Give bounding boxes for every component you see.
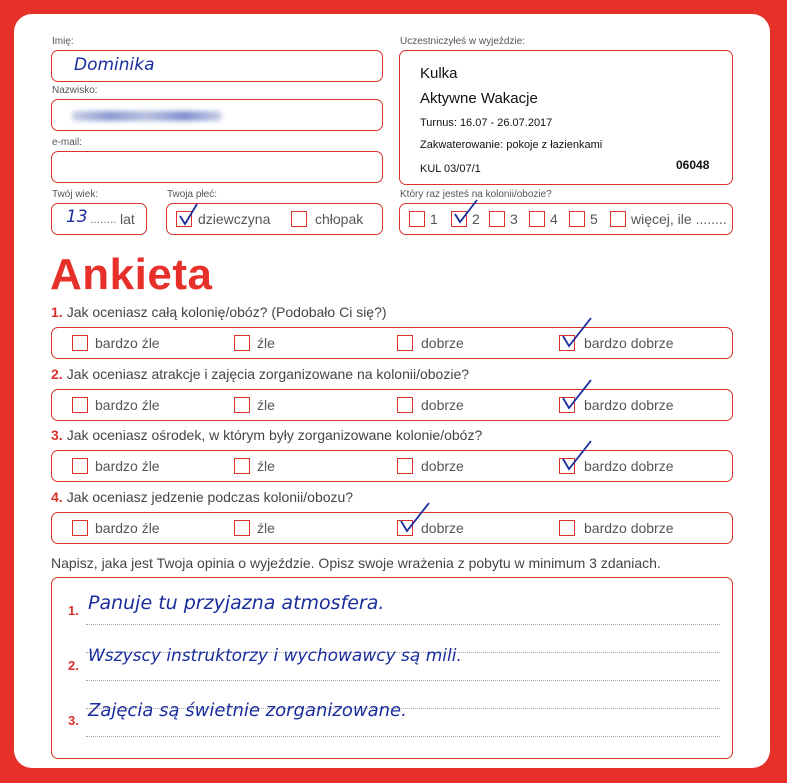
option-label: bardzo dobrze	[584, 335, 674, 351]
option-label: źle	[257, 458, 275, 474]
question-3	[51, 427, 482, 443]
question-text: Jak oceniasz ośrodek, w którym były zorganizowane kolonie/obóz?	[66, 427, 483, 443]
option-label: bardzo dobrze	[584, 458, 674, 474]
wiek-value: 13	[66, 207, 88, 227]
check-mark-icon	[399, 501, 433, 535]
nazwisko-field[interactable]	[51, 99, 383, 131]
line-1	[86, 624, 720, 625]
email-label: e-mail:	[52, 137, 83, 148]
checkbox-option[interactable]	[397, 458, 413, 474]
question-number: 3.	[51, 427, 63, 443]
checkbox-times-4[interactable]	[529, 211, 545, 227]
checkbox-times-3[interactable]	[489, 211, 505, 227]
answer-row-1	[51, 327, 733, 359]
question-number: 1.	[51, 304, 63, 320]
question-text: Jak oceniasz jedzenie podczas kolonii/obozu?	[66, 489, 354, 505]
wiek-dots: ........	[90, 212, 117, 226]
question-4	[51, 489, 353, 505]
check-mark-icon	[561, 378, 595, 412]
survey-title: Ankieta	[50, 250, 213, 299]
option-label: źle	[257, 520, 275, 536]
plec-label: Twoja płeć:	[167, 189, 218, 200]
times-option-more: więcej, ile ........	[631, 211, 727, 227]
wiek-label: Twój wiek:	[52, 189, 99, 200]
checkbox-option[interactable]	[559, 520, 575, 536]
plec-field	[166, 203, 383, 235]
times-label: Który raz jesteś na kolonii/obozie?	[400, 189, 552, 200]
checkbox-option[interactable]	[72, 397, 88, 413]
opinion-text-3: Zajęcia są świetnie zorganizowane.	[88, 700, 407, 721]
option-label: dobrze	[421, 335, 464, 351]
wiek-unit: lat	[120, 211, 135, 227]
opinion-prompt: Napisz, jaka jest Twoja opinia o wyjeździe. Opisz swoje wrażenia z pobytu w minimum 3 zdaniach.	[51, 555, 661, 571]
line-3	[86, 736, 720, 737]
checkbox-chlopak[interactable]	[291, 211, 307, 227]
times-field	[399, 203, 733, 235]
checkbox-times-5[interactable]	[569, 211, 585, 227]
checkbox-option[interactable]	[234, 520, 250, 536]
option-label: bardzo dobrze	[584, 397, 674, 413]
option-label: dobrze	[421, 397, 464, 413]
option-label: bardzo dobrze	[584, 520, 674, 536]
opinion-text-1: Panuje tu przyjazna atmosfera.	[88, 592, 385, 614]
option-label: bardzo źle	[95, 335, 160, 351]
plec-option-dziewczyna: dziewczyna	[198, 211, 271, 227]
opinion-text-2: Wszyscy instruktorzy i wychowawcy są mili.	[88, 646, 462, 666]
answer-row-2	[51, 389, 733, 421]
checkbox-times-more[interactable]	[610, 211, 626, 227]
imie-field[interactable]	[51, 50, 383, 82]
checkbox-times-1[interactable]	[409, 211, 425, 227]
question-text: Jak oceniasz atrakcje i zajęcia zorganizowane na kolonii/obozie?	[66, 366, 470, 382]
times-option-4: 4	[550, 211, 558, 227]
trip-label: Uczestniczyłeś w wyjeździe:	[400, 36, 526, 47]
opinion-num-1: 1.	[68, 603, 79, 618]
opinion-num-2: 2.	[68, 658, 79, 673]
question-number: 2.	[51, 366, 63, 382]
option-label: bardzo źle	[95, 520, 160, 536]
option-label: dobrze	[421, 520, 464, 536]
imie-label: Imię:	[52, 36, 74, 47]
survey-form	[14, 14, 770, 768]
email-field[interactable]	[51, 151, 383, 183]
checkbox-option[interactable]	[72, 335, 88, 351]
trip-program: Aktywne Wakacje	[420, 90, 538, 107]
trip-kod: KUL 03/07/1	[420, 163, 481, 175]
times-option-3: 3	[510, 211, 518, 227]
wiek-field[interactable]	[51, 203, 147, 235]
question-text: Jak oceniasz całą kolonię/obóz? (Podobało Ci się?)	[66, 304, 387, 320]
check-mark-icon	[561, 316, 595, 350]
trip-zakwaterowanie: Zakwaterowanie: pokoje z łazienkami	[420, 139, 603, 151]
question-number: 4.	[51, 489, 63, 505]
trip-name: Kulka	[420, 65, 458, 82]
nazwisko-label: Nazwisko:	[52, 85, 98, 96]
checkbox-option[interactable]	[72, 458, 88, 474]
times-option-5: 5	[590, 211, 598, 227]
checkbox-option[interactable]	[397, 335, 413, 351]
redacted-surname	[72, 111, 222, 121]
times-option-1: 1	[430, 211, 438, 227]
line-2	[86, 680, 720, 681]
option-label: dobrze	[421, 458, 464, 474]
trip-info-box	[399, 50, 733, 185]
trip-numer: 06048	[676, 158, 710, 172]
checkbox-option[interactable]	[234, 335, 250, 351]
option-label: bardzo źle	[95, 458, 160, 474]
option-label: źle	[257, 397, 275, 413]
plec-option-chlopak: chłopak	[315, 211, 364, 227]
check-mark-icon	[561, 439, 595, 473]
times-option-2: 2	[472, 211, 480, 227]
checkbox-option[interactable]	[234, 397, 250, 413]
opinion-box[interactable]	[51, 577, 733, 759]
checkbox-option[interactable]	[397, 397, 413, 413]
checkbox-option[interactable]	[72, 520, 88, 536]
option-label: źle	[257, 335, 275, 351]
imie-value: Dominika	[74, 55, 155, 75]
question-1	[51, 304, 387, 320]
answer-row-3	[51, 450, 733, 482]
trip-turnus: Turnus: 16.07 - 26.07.2017	[420, 117, 553, 129]
opinion-num-3: 3.	[68, 713, 79, 728]
answer-row-4	[51, 512, 733, 544]
option-label: bardzo źle	[95, 397, 160, 413]
question-2	[51, 366, 469, 382]
checkbox-option[interactable]	[234, 458, 250, 474]
